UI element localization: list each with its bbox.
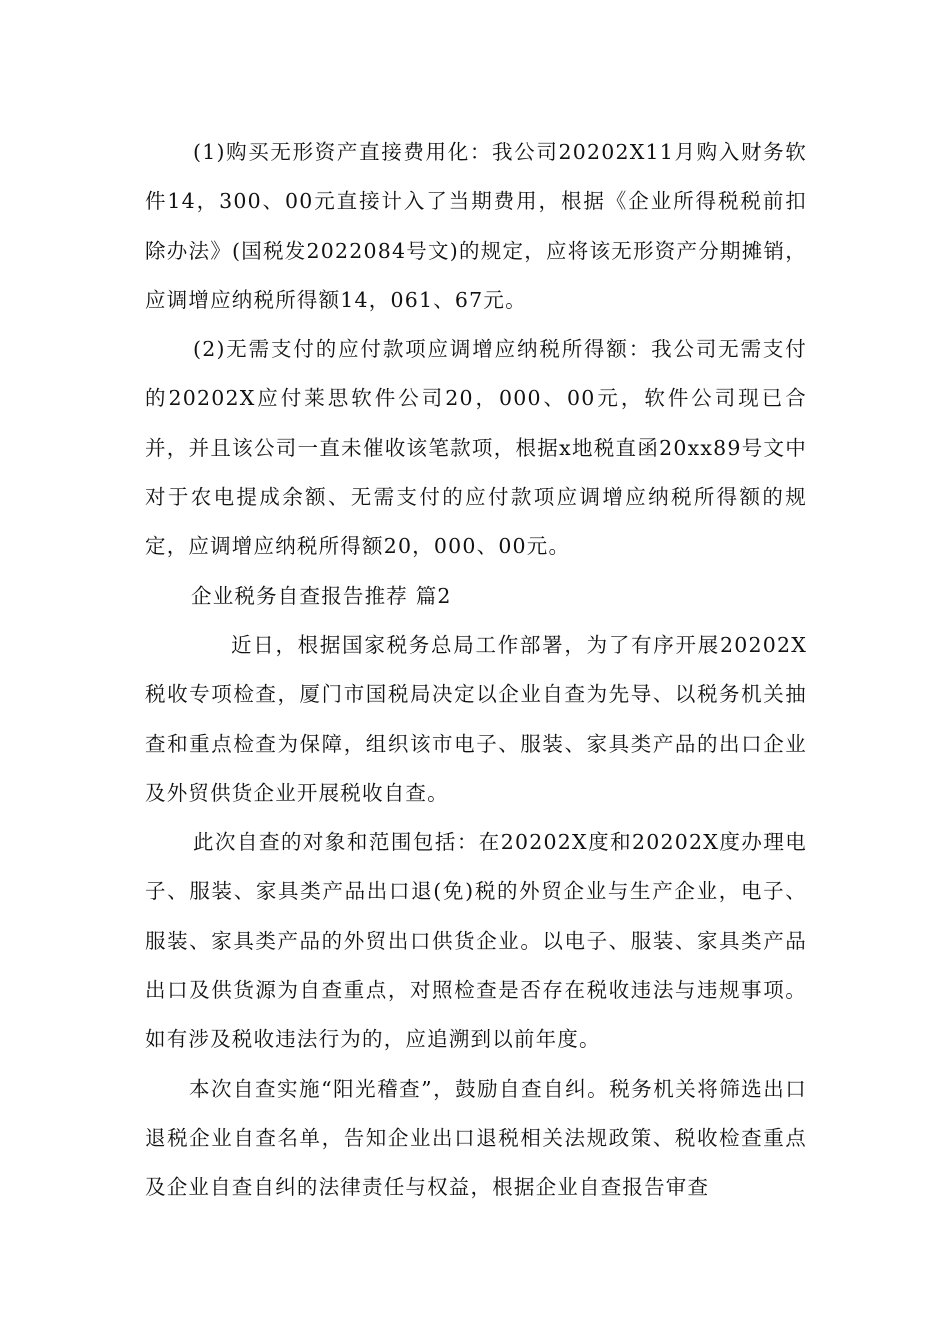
- paragraph-sunshine-audit: 本次自查实施“阳光稽查”，鼓励自查自纠。税务机关将筛选出口退税企业自查名单，告知企业出口退税相关法规政策、税收检查重点及企业自查自纠的法律责任与权益，根据企业自查报告审查: [145, 1076, 807, 1200]
- paragraph-announcement: 近日，根据国家税务总局工作部署，为了有序开展20202X税收专项检查，厦门市国税局决定以企业自查为先导、以税务机关抽查和重点检查为保障，组织该市电子、服装、家具类产品的出口企业及外贸供货企业开展税收自查。: [145, 632, 807, 805]
- section-heading: 企业税务自查报告推荐 篇2: [191, 583, 452, 608]
- paragraph-intangible-assets: (1)购买无形资产直接费用化：我公司20202X11月购入财务软件14，300、00元直接计入了当期费用，根据《企业所得税税前扣除办法》(国税发2022084号文)的规定，应将该无形资产分期摊销，应调增应纳税所得额14，061、67元。: [145, 140, 807, 312]
- paragraph-payables: (2)无需支付的应付款项应调增应纳税所得额：我公司无需支付的20202X应付莱思软件公司20，000、00元，软件公司现已合并，并且该公司一直未催收该笔款项，根据x地税直函20xx89号文中对于农电提成余额、无需支付的应付款项应调增应纳税所得额的规定，应调增应纳税所得额20，000、00元。: [145, 337, 807, 559]
- paragraph-scope: 此次自查的对象和范围包括：在20202X度和20202X度办理电子、服装、家具类产品出口退(免)税的外贸企业与生产企业，电子、服装、家具类产品的外贸出口供货企业。以电子、服装、家具类产品出口及供货源为自查重点，对照检查是否存在税收违法与违规事项。如有涉及税收违法行为的，应追溯到以前年度。: [145, 830, 807, 1052]
- document-body: [145, 128, 807, 1213]
